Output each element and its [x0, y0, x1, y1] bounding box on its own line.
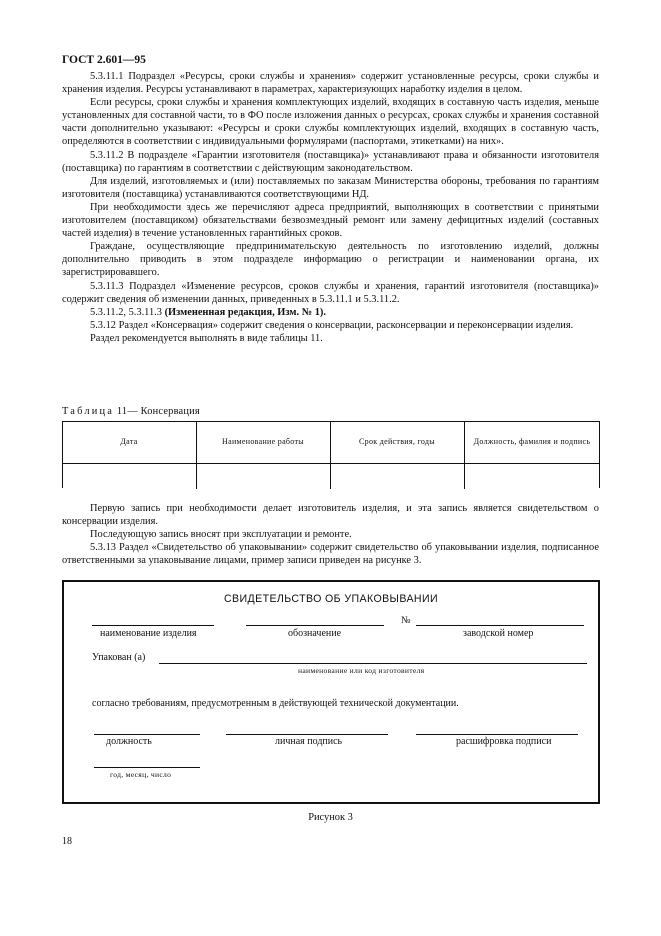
table-caption-rest: 11— Консервация — [116, 406, 200, 417]
paragraph: Раздел рекомендуется выполнять в виде таблицы 11. — [90, 332, 323, 344]
after-table-text — [62, 502, 599, 567]
paragraph: Для изделий, изготовляемых и (или) поставляемых по заказам Министерства обороны, требования по гарантиям изготовителя (поставщика) устанавливаются соответствующими НД. — [62, 175, 599, 200]
table-header-divider — [62, 463, 600, 464]
paragraph: Граждане, осуществляющие предпринимательскую деятельность по изготовлению изделий, должны дополнительно приводить в этом подразделе информацию о регистрации и наименовании органа, их зарегистрировавшего. — [62, 241, 599, 279]
date-line — [94, 767, 200, 768]
paragraph: 5.3.12 Раздел «Консервация» содержит сведения о консервации, расконсервации и переконсервации изделия. — [90, 319, 574, 331]
table-column-divider — [464, 421, 465, 489]
signature-line — [226, 734, 388, 735]
item-name-label: наименование изделия — [100, 628, 197, 639]
certificate-title: СВИДЕТЕЛЬСТВО ОБ УПАКОВЫВАНИИ — [224, 593, 438, 605]
table-header-person: Должность, фамилия и подпись — [473, 437, 591, 446]
item-name-line — [92, 625, 214, 626]
packer-name-label: наименование или код изготовителя — [298, 666, 425, 675]
paragraph: Если ресурсы, сроки службы и хранения комплектующих изделий, входящих в составную часть изделия, меньше установленных для составной части, то в ФО после изложения данных о ресурсах, сроках службы и хранения составной части дополнительно указывают: «Ресурсы и сроки службы комплектующих изделий, входящих в составную часть, определяются в соответствии с индивидуальными формулярами (паспортами, этикетками) на них». — [62, 97, 599, 148]
packing-certificate-form — [62, 580, 600, 804]
table-header-work: Наименование работы — [222, 437, 304, 446]
table-header-term: Срок действия, годы — [359, 437, 435, 446]
table-caption-word: Таблица — [62, 406, 115, 417]
packed-by-label: Упакован (а) — [92, 652, 146, 663]
table-header-date: Дата — [120, 437, 138, 446]
page-number: 18 — [62, 836, 72, 847]
designation-label: обозначение — [288, 628, 342, 639]
figure-caption: Рисунок 3 — [308, 812, 353, 823]
serial-number-label: заводской номер — [463, 628, 534, 639]
paragraph: При необходимости здесь же перечисляют адреса предприятий, выполняющих в соответствии с принятыми изготовителем (поставщиком) обязательствами безвозмездный ремонт или замену дефицитных изделий (составных частей изделия) в течение установленных гарантийных сроков. — [62, 201, 599, 240]
date-label: год, месяц, число — [110, 770, 172, 779]
position-line — [94, 734, 200, 735]
number-sign: № — [401, 615, 411, 626]
paragraph: Первую запись при необходимости делает изготовитель изделия, и эта запись является свидетельством о консервации изделия. — [62, 503, 599, 528]
paragraph: 5.3.11.3 Подраздел «Изменение ресурсов, сроков службы и хранения, гарантий изготовителя (поставщика)» содержит сведения об изменении данных, приведенных в 5.3.11.1 и 5.3.11.2. — [62, 280, 599, 305]
paragraph: 5.3.11.1 Подраздел «Ресурсы, сроки службы и хранения» содержит установленные ресурсы, сроки службы и хранения изделия. Ресурсы устанавливают в параметрах, характеризующих наработку изделия в целом. — [62, 71, 599, 96]
paragraph: Последующую запись вносят при эксплуатации и ремонте. — [90, 529, 352, 541]
amendment-text: (Измененная редакция, Изм. № 1). — [164, 306, 326, 318]
paragraph: 5.3.11.2 В подразделе «Гарантии изготовителя (поставщика)» устанавливают права и обязанности изготовителя (поставщика) по гарантиям в соответствии с действующим законодательством. — [62, 149, 599, 174]
according-text: согласно требованиям, предусмотренным в действующей технической документации. — [92, 698, 459, 709]
conservation-table — [62, 421, 600, 489]
table-caption — [62, 406, 200, 417]
signature-decode-line — [416, 734, 578, 735]
amendment-refs: 5.3.11.2, 5.3.11.3 — [90, 306, 162, 318]
body-text — [62, 70, 599, 345]
signature-label: личная подпись — [275, 736, 343, 747]
standard-header: ГОСТ 2.601—95 — [62, 54, 146, 66]
position-label: должность — [106, 736, 152, 747]
signature-decode-label: расшифровка подписи — [456, 736, 552, 747]
serial-number-line — [416, 625, 584, 626]
designation-line — [246, 625, 384, 626]
packer-line — [159, 663, 587, 664]
paragraph: 5.3.13 Раздел «Свидетельство об упаковывании» содержит свидетельство об упаковывании изделия, подписанное ответственными за упаковывание лицами, пример записи приведен на рисунке 3. — [62, 542, 599, 567]
amendment-note — [62, 306, 599, 319]
